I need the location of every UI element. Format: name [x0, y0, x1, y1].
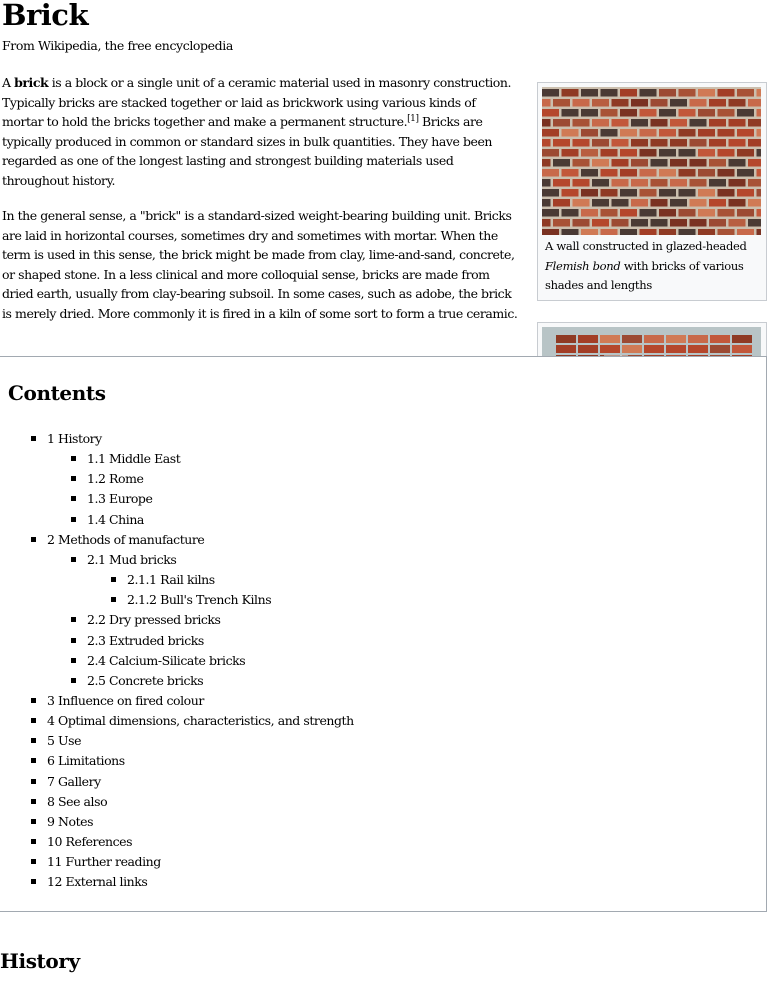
figure-flemish-bond — [537, 82, 767, 301]
bullet-icon — [31, 698, 36, 703]
reference-link[interactable]: [1] — [407, 114, 419, 125]
site-tagline: From Wikipedia, the free encyclopedia — [2, 38, 233, 53]
toc-item[interactable] — [71, 451, 180, 466]
toc-item[interactable] — [31, 431, 102, 446]
page-title: Brick — [2, 0, 89, 32]
toc-item[interactable] — [71, 673, 203, 688]
toc-item[interactable] — [111, 572, 215, 587]
bullet-icon — [31, 839, 36, 844]
toc-item-label: 8 See also — [47, 793, 108, 809]
intro-paragraph-1: A brick is a block or a single unit of a ceramic material used in masonry construction. Typically bricks are stacked together or laid as brickwork using various kinds of mortar to hold the bricks together and make a permanent structure.[1] Bricks are typically produced in common or standard sizes in bulk quantities. They have been regarded as one of the longest lasting and strongest building materials used throughout history. — [2, 75, 512, 188]
bullet-icon — [71, 517, 76, 522]
bullet-icon — [71, 496, 76, 501]
bullet-icon — [31, 758, 36, 763]
bullet-icon — [31, 436, 36, 441]
bullet-icon — [71, 476, 76, 481]
toc-item[interactable] — [31, 874, 147, 889]
toc-item[interactable] — [111, 592, 271, 607]
toc-item[interactable] — [31, 532, 204, 547]
bullet-icon — [71, 678, 76, 683]
toc-item-label: 9 Notes — [47, 813, 94, 829]
toc-item[interactable] — [31, 774, 101, 789]
brick-wall-image[interactable] — [542, 87, 761, 235]
toc-item-label: 1.2 Rome — [87, 471, 144, 487]
toc-item-label: 1.4 China — [87, 511, 144, 527]
toc-item-label: 2.2 Dry pressed bricks — [87, 612, 221, 628]
toc-item-label: 5 Use — [47, 733, 82, 749]
toc-item[interactable] — [31, 834, 132, 849]
toc-item-label: 2.3 Extruded bricks — [87, 632, 204, 648]
toc-item-label: 6 Limitations — [47, 753, 125, 769]
toc-item-label: 2 Methods of manufacture — [47, 531, 205, 547]
bullet-icon — [31, 859, 36, 864]
toc-item[interactable] — [31, 794, 107, 809]
bullet-icon — [71, 456, 76, 461]
bullet-icon — [71, 557, 76, 562]
bullet-icon — [31, 879, 36, 884]
toc-item[interactable] — [31, 854, 161, 869]
toc-item[interactable] — [31, 814, 93, 829]
toc-item[interactable] — [31, 693, 204, 708]
toc-item[interactable] — [31, 753, 125, 768]
bullet-icon — [111, 577, 116, 582]
intro-paragraph-2: In the general sense, a "brick" is a standard-sized weight-bearing building unit. Bricks are laid in horizontal courses, sometimes dry and sometimes with mortar. When the term is used in this sense, the brick might be made from clay, lime-and-sand, concrete, or shaped stone. In a less clinical and more colloquial sense, bricks are made from dried earth, usually from clay-bearing subsoil. In some cases, such as adobe, the brick is merely dried. More commonly it is fired in a kiln of some sort to form a true ceramic. — [2, 208, 518, 321]
toc-item-label: 11 Further reading — [47, 854, 161, 870]
bullet-icon — [31, 819, 36, 824]
bullet-icon — [71, 658, 76, 663]
toc-item[interactable] — [31, 713, 354, 728]
bullet-icon — [31, 537, 36, 542]
bullet-icon — [31, 799, 36, 804]
toc-item-label: 12 External links — [47, 874, 148, 890]
toc-item-label: 1.3 Europe — [87, 491, 153, 507]
toc-item[interactable] — [71, 552, 176, 567]
section-heading-history: History — [0, 948, 80, 973]
toc-item[interactable] — [71, 612, 221, 627]
toc-item-label: 10 References — [47, 834, 133, 849]
toc-item-label: 2.1 Mud bricks — [87, 551, 177, 567]
bullet-icon — [31, 718, 36, 723]
bullet-icon — [31, 738, 36, 743]
toc-item[interactable] — [71, 471, 143, 486]
toc-item[interactable] — [71, 491, 152, 506]
bullet-icon — [111, 597, 116, 602]
toc-title: Contents — [8, 381, 106, 405]
toc-item[interactable] — [71, 512, 144, 527]
toc-item-label: 7 Gallery — [47, 773, 101, 789]
bullet-icon — [71, 617, 76, 622]
bullet-icon — [31, 779, 36, 784]
bullet-icon — [71, 638, 76, 643]
toc-item-label: 2.4 Calcium-Silicate bricks — [87, 652, 246, 668]
figure-caption: A wall constructed in glazed-headed Flemish bond with bricks of various shades and lengths — [545, 239, 747, 292]
toc-item-label: 2.1.2 Bull's Trench Kilns — [127, 592, 272, 608]
toc-item[interactable] — [31, 733, 81, 748]
toc-item-label: 1.1 Middle East — [87, 451, 181, 467]
bold-term: brick — [14, 75, 49, 90]
toc-item-label: 1 History — [47, 431, 102, 446]
toc-item-label: 2.5 Concrete bricks — [87, 672, 204, 688]
toc-item[interactable] — [71, 653, 245, 668]
toc-item-label: 4 Optimal dimensions, characteristics, and strength — [47, 713, 354, 729]
toc-item[interactable] — [71, 633, 204, 648]
toc-item-label: 3 Influence on fired colour — [47, 692, 204, 708]
toc-item-label: 2.1.1 Rail kilns — [127, 572, 215, 588]
table-of-contents — [0, 356, 767, 912]
